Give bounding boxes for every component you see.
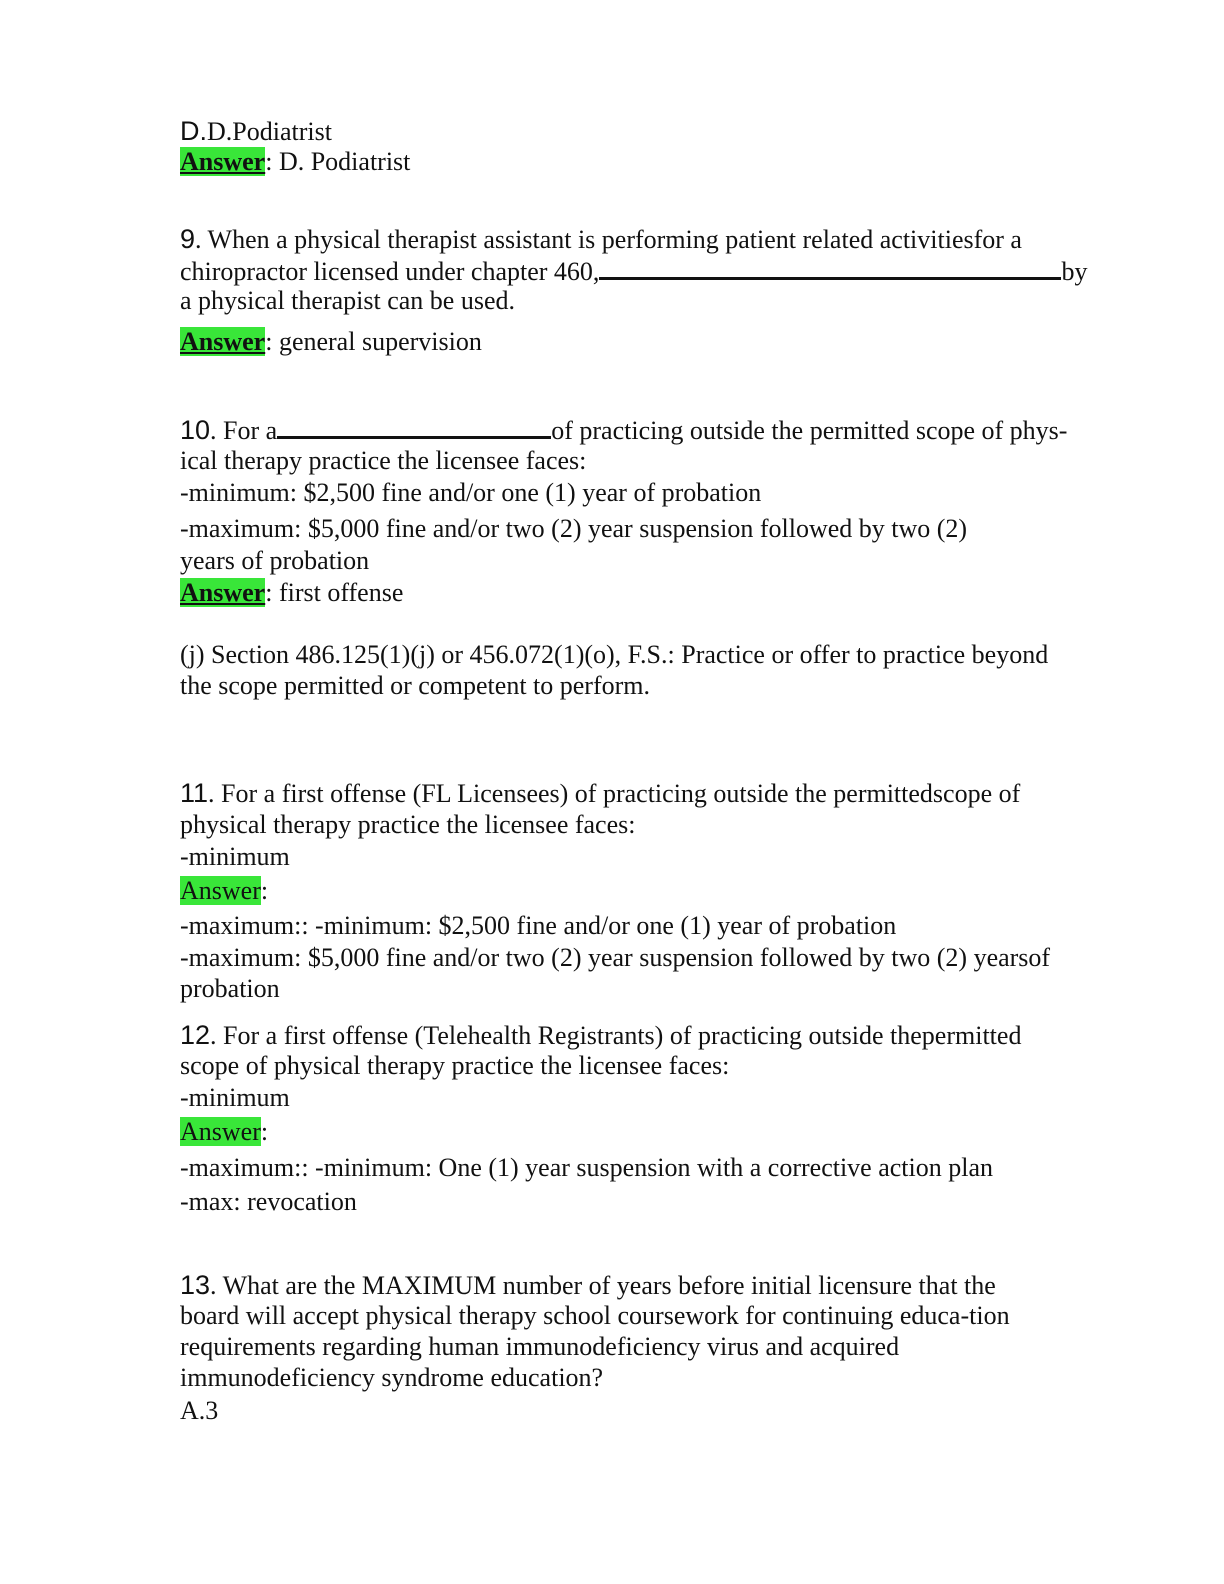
- question-text: -minimum: $2,500 fine and/or one (1) year of probation: [180, 478, 762, 507]
- question-text: . For a: [210, 416, 278, 445]
- q10-line-5: [180, 546, 369, 576]
- question-text: -maximum:: -minimum: $2,500 fine and/or one (1) year of probation: [180, 911, 897, 940]
- explanation-text: the scope permitted or competent to perform.: [180, 671, 651, 700]
- q13-line-2: [180, 1301, 1010, 1331]
- q10-line-3: [180, 478, 761, 508]
- explanation-text: (j) Section 486.125(1)(j) or 456.072(1)(o), F.S.: Practice or offer to practice beyond: [180, 640, 1049, 669]
- question-number: 12: [180, 1020, 211, 1050]
- question-text: board will accept physical therapy school coursework for continuing educa-tion: [180, 1301, 1010, 1330]
- question-text: physical therapy practice the licensee faces:: [180, 810, 636, 839]
- q10-line-1: [180, 414, 1067, 446]
- option-text: A.3: [180, 1396, 219, 1425]
- question-text: . When a physical therapist assistant is performing patient related activitiesfor a: [195, 225, 1022, 254]
- q9-line-1: [180, 224, 1022, 255]
- q10-line-2: [180, 446, 586, 476]
- answer-text: :: [260, 876, 269, 905]
- q10-line-4: [180, 514, 967, 544]
- q10-note-1: [180, 640, 1048, 670]
- q13-line-1: [180, 1270, 996, 1301]
- answer-text: : general supervision: [265, 327, 482, 356]
- question-number: 9: [180, 224, 196, 254]
- q11-line-5: [180, 943, 1050, 973]
- question-text: . For a first offense (Telehealth Registrants) of practicing outside thepermitted: [210, 1021, 1022, 1050]
- question-text: scope of physical therapy practice the licensee faces:: [180, 1051, 730, 1080]
- fill-in-blank: [599, 255, 1061, 280]
- q12-line-2: [180, 1051, 729, 1081]
- q13-option-a: [180, 1396, 218, 1426]
- q9-answer: [180, 327, 482, 357]
- question-text: -maximum:: -minimum: One (1) year suspension with a corrective action plan: [180, 1153, 994, 1182]
- question-text: -maximum: $5,000 fine and/or two (2) year suspension followed by two (2): [180, 514, 968, 543]
- question-text: of practicing outside the permitted scope of phys-: [551, 416, 1068, 445]
- q13-line-4: [180, 1363, 603, 1393]
- q11-line-3: [180, 842, 290, 872]
- question-text: requirements regarding human immunodeficiency virus and acquired: [180, 1332, 900, 1361]
- question-number: 11: [180, 778, 209, 808]
- question-text: years of probation: [180, 546, 370, 575]
- q8-answer: [180, 147, 410, 177]
- q9-line-2: [180, 255, 1087, 287]
- question-text: ical therapy practice the licensee faces:: [180, 446, 587, 475]
- q8-option-d: [180, 116, 332, 147]
- q12-line-3: [180, 1083, 290, 1113]
- question-number: 10: [180, 415, 211, 445]
- q12-line-4: [180, 1153, 993, 1183]
- q8-option-letter: D.: [180, 116, 207, 146]
- question-text: immunodeficiency syndrome education?: [180, 1363, 604, 1392]
- q8-option-text: D.Podiatrist: [207, 117, 332, 146]
- answer-text: : first offense: [265, 578, 404, 607]
- question-text: chiropractor licensed under chapter 460,: [180, 257, 600, 286]
- q11-line-6: [180, 974, 280, 1004]
- q10-answer: [180, 578, 403, 608]
- question-text: -minimum: [180, 842, 290, 871]
- answer-label: Answer: [180, 578, 266, 607]
- q12-line-1: [180, 1020, 1021, 1051]
- q11-answer: [180, 876, 268, 906]
- q10-note-2: [180, 671, 650, 701]
- answer-text: : D. Podiatrist: [265, 147, 411, 176]
- q12-line-5: [180, 1187, 357, 1217]
- fill-in-blank: [277, 414, 551, 439]
- question-text: a physical therapist can be used.: [180, 286, 515, 315]
- question-text: . What are the MAXIMUM number of years before initial licensure that the: [210, 1271, 996, 1300]
- q13-line-3: [180, 1332, 899, 1362]
- q9-line-3: [180, 286, 515, 316]
- answer-label: Answer: [180, 327, 266, 356]
- answer-label: Answer: [180, 876, 261, 905]
- question-text: -maximum: $5,000 fine and/or two (2) year suspension followed by two (2) yearsof: [180, 943, 1051, 972]
- question-text: . For a first offense (FL Licensees) of practicing outside the permittedscope of: [208, 779, 1021, 808]
- q11-line-1: [180, 778, 1020, 809]
- question-text: -minimum: [180, 1083, 290, 1112]
- q12-answer: [180, 1117, 268, 1147]
- question-number: 13: [180, 1270, 211, 1300]
- q11-line-2: [180, 810, 635, 840]
- answer-label: Answer: [180, 147, 266, 176]
- question-text: by: [1061, 257, 1088, 286]
- question-text: probation: [180, 974, 280, 1003]
- answer-label: Answer: [180, 1117, 261, 1146]
- answer-text: :: [260, 1117, 269, 1146]
- q11-line-4: [180, 911, 896, 941]
- question-text: -max: revocation: [180, 1187, 357, 1216]
